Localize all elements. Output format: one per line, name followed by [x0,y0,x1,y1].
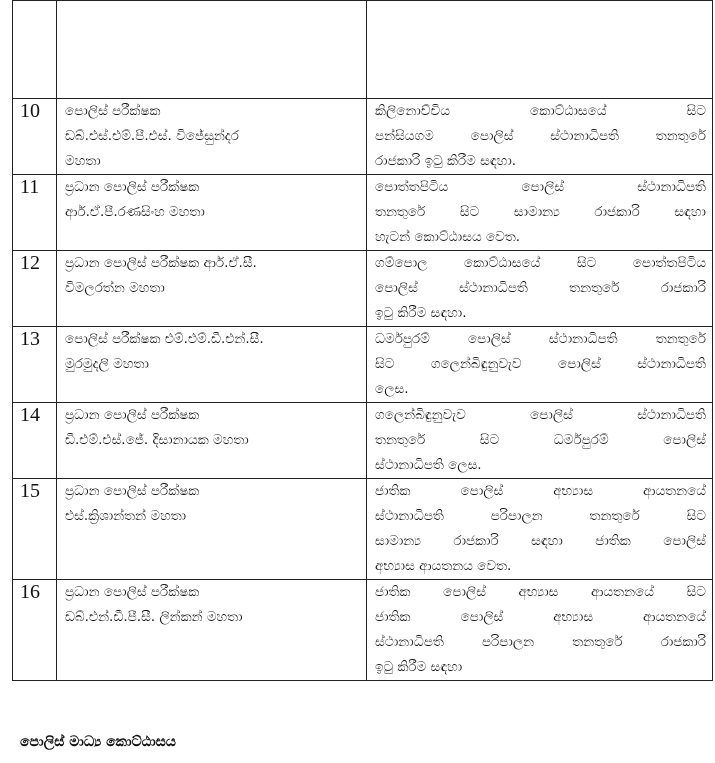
officer-name-line: ඩී.එම්.එස්.ජේ. දිසානායක මහතා [65,432,249,448]
table-row [13,403,713,479]
officer-name-line: ඩබ්.එස්.එම්.පී.එස්. විජේසුන්දර [65,128,239,144]
blank-num-cell [13,1,57,99]
officer-name-line: ආර්.ඒ.පී.රණසිංහ මහතා [65,204,205,220]
officer-name-cell [57,580,367,681]
transfer-description-line: ලෙස. [375,381,409,397]
officer-name-line: මහතා [65,153,101,169]
transfer-description-line: රාජකාරි ඉටු කිරීම සඳහා. [375,153,517,169]
blank-name-cell [57,1,367,99]
transfer-description-line: ධර්මපුරම් පොලිස් ස්ථානාධිපති තනතුරේ [375,331,706,347]
table-row-blank [13,1,713,99]
transfer-description-line: ඉටු කිරීම සඳහා [375,659,463,675]
row-number: 12 [13,251,57,327]
transfer-description-line: කිලිනොච්චිය කොට්ඨාසයේ සිට [375,103,706,119]
officer-name-cell [57,99,367,175]
transfer-description-line: තනතුරේ සිට සාමාන්‍ය රාජකාරි සඳහා [375,204,706,220]
transfer-description-line: අභ්‍යාස ආයතනය වෙත. [375,558,512,574]
row-number: 16 [13,580,57,681]
transfer-description-line: ඉටු කිරීම සඳහා. [375,305,467,321]
officer-name-line: ප්‍රධාන පොලිස් පරීක්ෂක [65,483,200,499]
transfer-description-line: ජාතික පොලිස් අභ්‍යාස ආයතනයේ [375,609,706,625]
table-row [13,99,713,175]
transfer-description-cell [367,479,713,580]
transfer-description-line: ස්ථානාධිපති ලෙස. [375,457,482,473]
officer-name-line: පොලිස් පරීක්ෂක එම්.එම්.ඩී.එන්.සී. [65,331,264,347]
officer-name-line: ඩබ්.එන්.ඩී.පී.සී. ලින්කන් මහතා [65,609,243,625]
transfer-description-cell [367,251,713,327]
transfer-description-line: ස්ථානාධිපති පරිපාලන තනතුරේ සිට [375,508,706,524]
transfers-table [12,0,713,681]
officer-name-line: එස්.ක්‍රිශාන්තන් මහතා [65,508,187,524]
table-row [13,580,713,681]
officer-name-cell [57,175,367,251]
officer-name-line: විමලරත්න මහතා [65,280,165,296]
row-number: 14 [13,403,57,479]
officer-name-line: ප්‍රධාන පොලිස් පරීක්ෂක [65,179,200,195]
transfer-description-line: ජාතික පොලිස් අභ්‍යාස ආයතනයේ [375,483,706,499]
officer-name-line: ප්‍රධාන පොලිස් පරීක්ෂක [65,407,200,423]
officer-name-cell [57,479,367,580]
officer-name-line: මුරමුදලි මහතා [65,356,149,372]
transfer-description-line: පන්සියගම පොලිස් ස්ථානාධිපති තනතුරේ [375,128,706,144]
transfer-description-line: තනතුරේ සිට ධර්මපුරම් පොලිස් [375,432,706,448]
table-row [13,479,713,580]
row-number: 15 [13,479,57,580]
transfer-description-line: පොත්තපිටිය පොලිස් ස්ථානාධිපති [375,179,706,195]
transfer-description-line: සාමාන්‍ය රාජකාරි සඳහා ජාතික පොලිස් [375,533,706,549]
officer-name-cell [57,251,367,327]
row-number: 11 [13,175,57,251]
footer-division-name: පොලිස් මාධ්‍ය කොට්ඨාසය [20,734,176,750]
transfer-description-cell [367,327,713,403]
row-number: 10 [13,99,57,175]
row-number: 13 [13,327,57,403]
officer-name-line: ප්‍රධාන පොලිස් පරීක්ෂක [65,584,200,600]
transfer-description-cell [367,580,713,681]
officer-name-cell [57,327,367,403]
blank-desc-cell [367,1,713,99]
transfer-description-line: ගම්පොල කොට්ඨාසයේ සිට පොත්තපිටිය [375,255,706,271]
transfer-description-line: පොලිස් ස්ථානාධිපති තනතුරේ රාජකාරි [375,280,706,296]
transfer-description-cell [367,403,713,479]
officer-name-cell [57,403,367,479]
transfer-description-line: හැටන් කොට්ඨාසය වෙත. [375,229,521,245]
transfer-description-cell [367,175,713,251]
transfer-description-cell [367,99,713,175]
transfer-description-line: සිට ගලෙන්බිඳුනුවැව පොලිස් ස්ථානාධිපති [375,356,706,372]
transfer-description-line: ගලෙන්බිඳුනුවැව පොලිස් ස්ථානාධිපති [375,407,706,423]
officer-name-line: පොලිස් පරීක්ෂක [65,103,161,119]
officer-name-line: ප්‍රධාන පොලිස් පරීක්ෂක ආර්.ඒ.සී. [65,255,257,271]
table-row [13,251,713,327]
transfer-description-line: ජාතික පොලිස් අභ්‍යාස ආයතනයේ සිට [375,584,706,600]
table-row [13,327,713,403]
table-row [13,175,713,251]
transfer-description-line: ස්ථානාධිපති පරිපාලන තනතුරේ රාජකාරි [375,634,706,650]
